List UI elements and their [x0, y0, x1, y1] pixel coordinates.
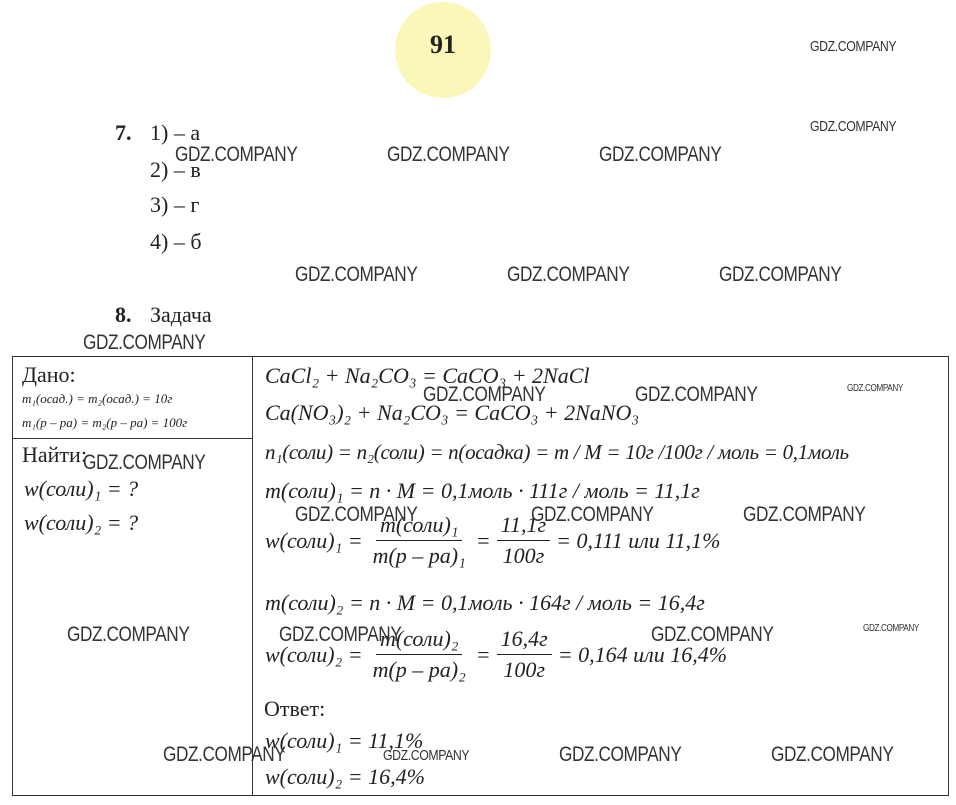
watermark: GDZ.COMPANY	[423, 383, 546, 406]
w2-fraction-values	[497, 626, 552, 683]
watermark: GDZ.COMPANY	[810, 118, 897, 135]
w1-lhs: w(соли)₁ =	[265, 527, 363, 553]
watermark: GDZ.COMPANY	[599, 143, 722, 166]
answer-label: Ответ:	[264, 696, 326, 721]
watermark: GDZ.COMPANY	[279, 623, 402, 646]
watermark: GDZ.COMPANY	[83, 331, 206, 354]
watermark: GDZ.COMPANY	[847, 383, 903, 394]
w1-result: = 0,111 или 11,1%	[556, 527, 721, 553]
watermark: GDZ.COMPANY	[295, 503, 418, 526]
w2-numerator: m(соли)₂	[376, 626, 462, 655]
equation-3: n₁(соли) = n₂(соли) = n(осадка) = m / M = 10г /100г / моль = 0,1моль	[265, 440, 849, 464]
find-line-2: w(соли)₂ = ?	[24, 510, 139, 535]
watermark: GDZ.COMPANY	[559, 743, 682, 766]
page-number: 91	[430, 30, 456, 59]
w1-denominator-value: 100г	[502, 543, 545, 568]
watermark: GDZ.COMPANY	[83, 451, 206, 474]
task7-number: 7.	[115, 120, 132, 145]
watermark: GDZ.COMPANY	[719, 263, 842, 286]
w1-numerator-value: 11,1г	[497, 512, 550, 541]
watermark: GDZ.COMPANY	[383, 747, 470, 764]
equation-6: m(соли)₂ = n · M = 0,1моль · 164г / моль = 16,4г	[265, 590, 705, 615]
watermark: GDZ.COMPANY	[175, 143, 298, 166]
find-line-1: w(соли)₁ = ?	[24, 476, 139, 501]
watermark: GDZ.COMPANY	[810, 38, 897, 55]
watermark: GDZ.COMPANY	[743, 503, 866, 526]
w2-denominator-value: 100г	[503, 657, 545, 682]
given-line-1: m₁(осад.) = m₂(осад.) = 10г	[22, 391, 173, 406]
watermark: GDZ.COMPANY	[387, 143, 510, 166]
watermark: GDZ.COMPANY	[163, 743, 286, 766]
w2-result: = 0,164 или 16,4%	[557, 641, 728, 667]
watermark: GDZ.COMPANY	[531, 503, 654, 526]
watermark: GDZ.COMPANY	[635, 383, 758, 406]
watermark: GDZ.COMPANY	[651, 623, 774, 646]
watermark: GDZ.COMPANY	[295, 263, 418, 286]
w2-equals: =	[475, 641, 491, 667]
w1-denominator: m(р – ра)₁	[372, 543, 466, 568]
w2-lhs: w(соли)₂ =	[265, 641, 363, 667]
equation-4: m(соли)₁ = n · M = 0,1моль · 111г / моль = 11,1г	[265, 478, 700, 503]
task7-answer-4: 4) – б	[150, 229, 202, 254]
task7-answer-3: 3) – г	[150, 192, 200, 217]
task7-answer-1: 1) – а	[150, 120, 201, 145]
task7-answer-2: 2) – в	[150, 157, 201, 182]
equation-1: CaCl₂ + Na₂CO₃ = CaCO₃ + 2NaCl	[265, 363, 590, 388]
table-divider-vertical	[252, 356, 253, 796]
task8-title: Задача	[150, 302, 212, 327]
w1-numerator: m(соли)₁	[376, 512, 462, 541]
given-line-2: m₁(р – ра) = m₂(р – ра) = 100г	[22, 415, 188, 430]
w2-denominator: m(р – ра)₂	[372, 657, 466, 682]
w2-numerator-value: 16,4г	[497, 626, 552, 655]
w1-equals: =	[475, 527, 491, 553]
given-label: Дано:	[22, 362, 76, 387]
watermark: GDZ.COMPANY	[771, 743, 894, 766]
watermark: GDZ.COMPANY	[507, 263, 630, 286]
table-divider-horizontal	[12, 438, 253, 439]
watermark: GDZ.COMPANY	[67, 623, 190, 646]
task8-number: 8.	[115, 302, 132, 327]
answer-1: w(соли)₁ = 11,1%	[265, 728, 424, 753]
find-label: Найти:	[22, 442, 87, 467]
equation-2: Ca(NO₃)₂ + Na₂CO₃ = CaCO₃ + 2NaNO₃	[265, 400, 640, 425]
watermark: GDZ.COMPANY	[863, 623, 919, 634]
answer-2: w(соли)₂ = 16,4%	[265, 764, 425, 789]
